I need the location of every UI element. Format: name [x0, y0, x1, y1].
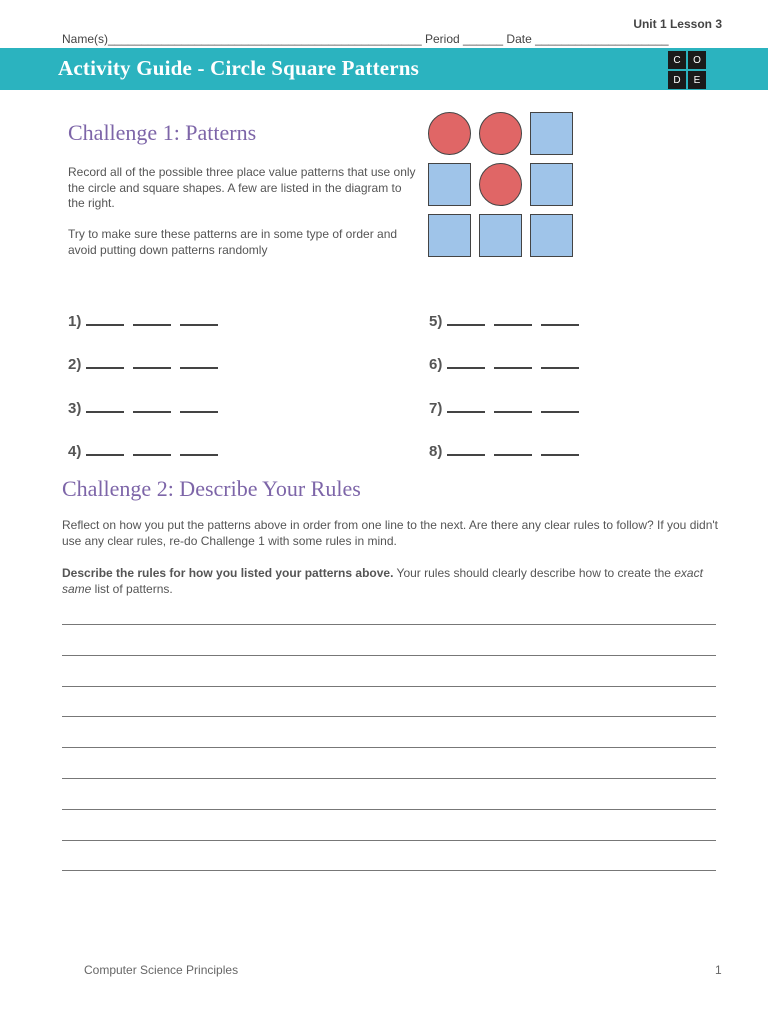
- challenge2-paragraph-1: Reflect on how you put the patterns above in order from one line to the next. Are there any clear rules to follow? If you didn't use any clear rules, re-do Challenge 1 with some rules in mind.: [62, 518, 719, 548]
- challenge2-text-a: Your rules should clearly describe how to create the: [393, 566, 675, 580]
- answer-number: 2): [68, 356, 82, 373]
- square-shape: [428, 163, 471, 206]
- square-shape: [428, 214, 471, 257]
- answer-row-5[interactable]: [429, 310, 588, 330]
- writing-line[interactable]: [62, 869, 716, 871]
- pattern-diagram: [428, 112, 578, 262]
- answer-number: 7): [429, 400, 443, 417]
- writing-line[interactable]: [62, 839, 716, 841]
- answer-row-4[interactable]: [68, 440, 227, 460]
- unit-lesson-label: Unit 1 Lesson 3: [633, 17, 722, 31]
- challenge1-paragraph-2: Try to make sure these patterns are in some type of order and avoid putting down patterns randomly: [68, 227, 398, 257]
- challenge2-bold-lead: Describe the rules for how you listed your patterns above.: [62, 566, 394, 580]
- code-org-logo: [668, 51, 706, 89]
- circle-shape: [479, 163, 522, 206]
- square-shape: [479, 214, 522, 257]
- logo-letter: C: [668, 51, 686, 69]
- challenge1-heading: Challenge 1: Patterns: [68, 120, 257, 145]
- answer-number: 1): [68, 313, 82, 330]
- writing-line[interactable]: [62, 746, 716, 748]
- writing-line[interactable]: [62, 777, 716, 779]
- square-shape: [530, 163, 573, 206]
- writing-line[interactable]: [62, 623, 716, 625]
- footer-page-number: 1: [715, 963, 722, 977]
- writing-line[interactable]: [62, 685, 716, 687]
- footer-course: Computer Science Principles: [84, 963, 239, 977]
- square-shape: [530, 214, 573, 257]
- answer-row-8[interactable]: [429, 440, 588, 460]
- answer-number: 5): [429, 313, 443, 330]
- answer-number: 8): [429, 443, 443, 460]
- challenge2-paragraph-2: [62, 566, 722, 597]
- name-period-date-line: Name(s)_______________________________________________ Period ______ Date ____________________: [62, 32, 669, 46]
- answer-row-7[interactable]: [429, 397, 588, 417]
- writing-line[interactable]: [62, 715, 716, 717]
- answer-number: 6): [429, 356, 443, 373]
- answer-row-6[interactable]: [429, 353, 588, 373]
- challenge2-heading: Challenge 2: Describe Your Rules: [62, 476, 361, 501]
- challenge2-italic: exact same: [62, 566, 703, 596]
- writing-line[interactable]: [62, 654, 716, 656]
- logo-letter: O: [688, 51, 706, 69]
- circle-shape: [479, 112, 522, 155]
- answer-row-2[interactable]: [68, 353, 227, 373]
- answer-row-1[interactable]: [68, 310, 227, 330]
- answer-number: 4): [68, 443, 82, 460]
- logo-letter: D: [668, 71, 686, 89]
- page-title: Activity Guide - Circle Square Patterns: [58, 56, 420, 80]
- circle-shape: [428, 112, 471, 155]
- answer-number: 3): [68, 400, 82, 417]
- logo-letter: E: [688, 71, 706, 89]
- square-shape: [530, 112, 573, 155]
- challenge2-text-b: list of patterns.: [91, 581, 173, 596]
- challenge1-paragraph-1: Record all of the possible three place value patterns that use only the circle and square shapes. A few are listed in the diagram to the right.: [68, 165, 416, 210]
- writing-line[interactable]: [62, 808, 716, 810]
- answer-row-3[interactable]: [68, 397, 227, 417]
